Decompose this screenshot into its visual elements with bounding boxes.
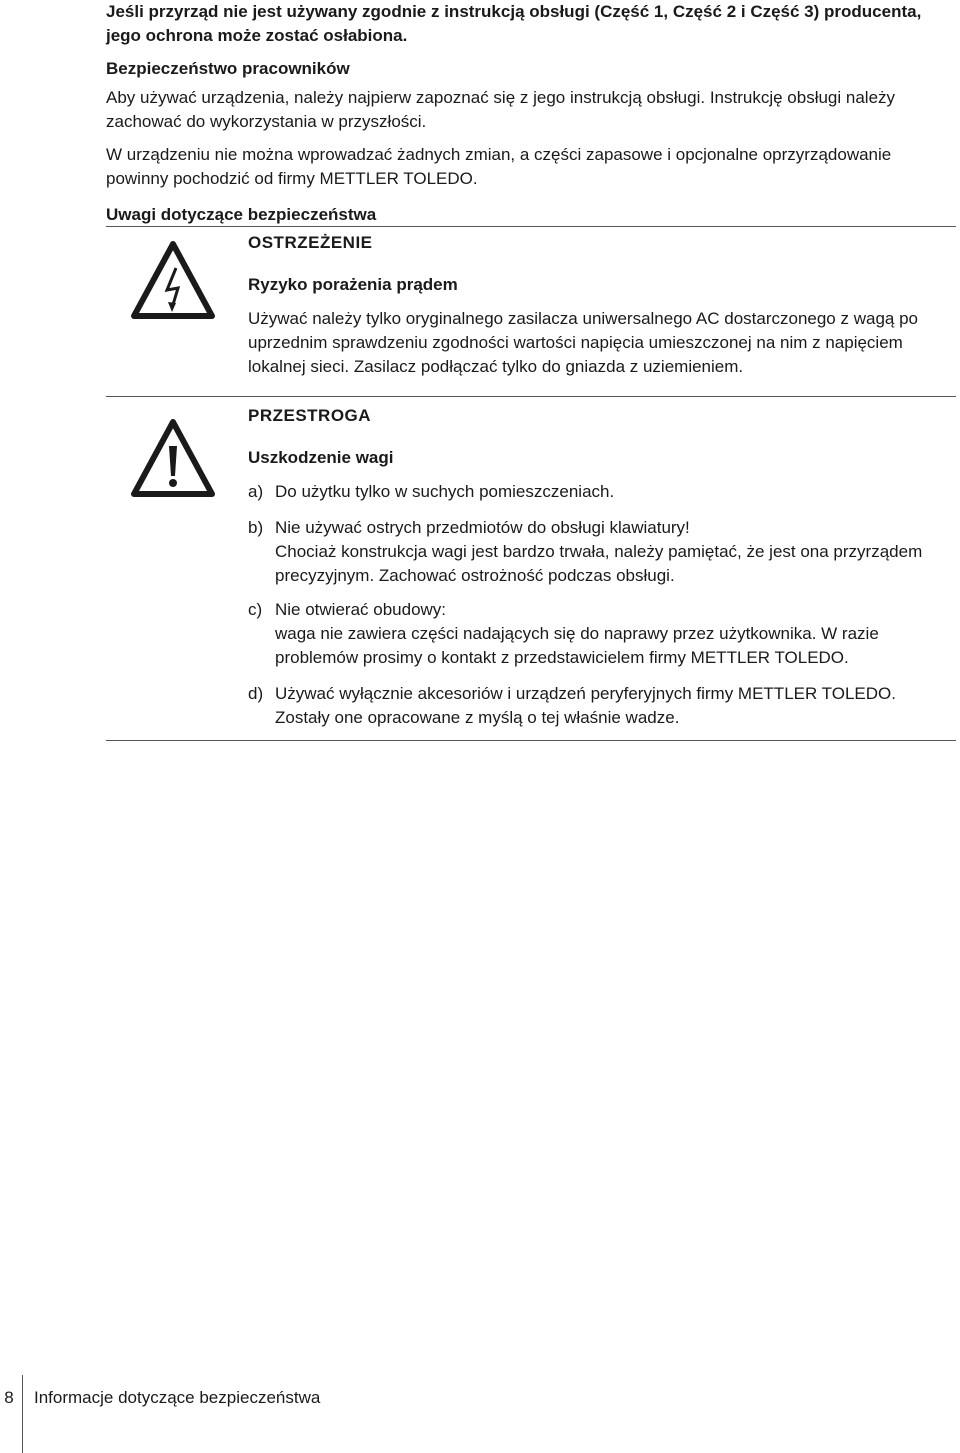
warning-text: Używać należy tylko oryginalnego zasilacza uniwersalnego AC dostarczonego z wagą po uprzednim sprawdzeniu zgodności wartości napięcia umieszczonej na nim z napięciem lokalnej sieci. Zasilacz podłączać tylko do gniazda z uziemieniem. [248,309,918,376]
item-line: Używać wyłącznie akcesoriów i urządzeń peryferyjnych firmy METTLER TOLEDO. [275,684,896,703]
divider [106,396,956,397]
electric-shock-warning-icon [130,240,216,325]
exclamation-warning-icon [130,418,216,503]
item-line: Zostały one opracowane z myślą o tej właśnie wadze. [275,708,680,727]
workers-paragraph-1: Aby używać urządzenia, należy najpierw zapoznać się z jego instrukcją obsługi. Instrukcję obsługi należy zachować do wykorzystania w przyszłości. [106,88,896,131]
page-number: 8 [4,1388,14,1407]
warning-subtitle: Ryzyko porażenia prądem [248,275,458,294]
caution-item [248,682,954,730]
item-marker: a) [248,482,264,501]
item-line: Do użytku tylko w suchych pomieszczeniach. [275,482,615,501]
item-marker: d) [248,684,264,703]
item-marker: c) [248,600,263,619]
caution-subtitle: Uszkodzenie wagi [248,448,394,467]
item-line: Chociaż konstrukcja wagi jest bardzo trwała, należy pamiętać, że jest ona przyrządem precyzyjnym. Zachować ostrożność podczas obsługi. [275,542,923,585]
divider [106,740,956,741]
workers-paragraph-2: W urządzeniu nie można wprowadzać żadnych zmian, a części zapasowe i opcjonalne oprzyrządowanie powinny pochodzić od firmy METTLER TOLEDO. [106,145,892,188]
footer-section-title: Informacje dotyczące bezpieczeństwa [34,1388,321,1407]
caution-item [248,480,954,504]
item-line: Nie otwierać obudowy: [275,600,447,619]
warning-title: OSTRZEŻENIE [248,233,373,252]
item-line: Nie używać ostrych przedmiotów do obsługi klawiatury! [275,518,690,537]
divider [106,226,956,227]
caution-item [248,516,954,588]
workers-safety-heading: Bezpieczeństwo pracowników [106,59,350,78]
caution-title: PRZESTROGA [248,406,372,425]
safety-notes-heading: Uwagi dotyczące bezpieczeństwa [106,205,377,224]
footer-divider [22,1375,23,1453]
item-marker: b) [248,518,264,537]
caution-item [248,598,954,670]
intro-warning-text: Jeśli przyrząd nie jest używany zgodnie z instrukcją obsługi (Część 1, Część 2 i Część 3) producenta, jego ochrona może zostać osłabiona. [106,2,922,45]
item-line: waga nie zawiera części nadających się do naprawy przez użytkownika. W razie problemów prosimy o kontakt z przedstawicielem firmy METTLER TOLEDO. [275,624,879,667]
